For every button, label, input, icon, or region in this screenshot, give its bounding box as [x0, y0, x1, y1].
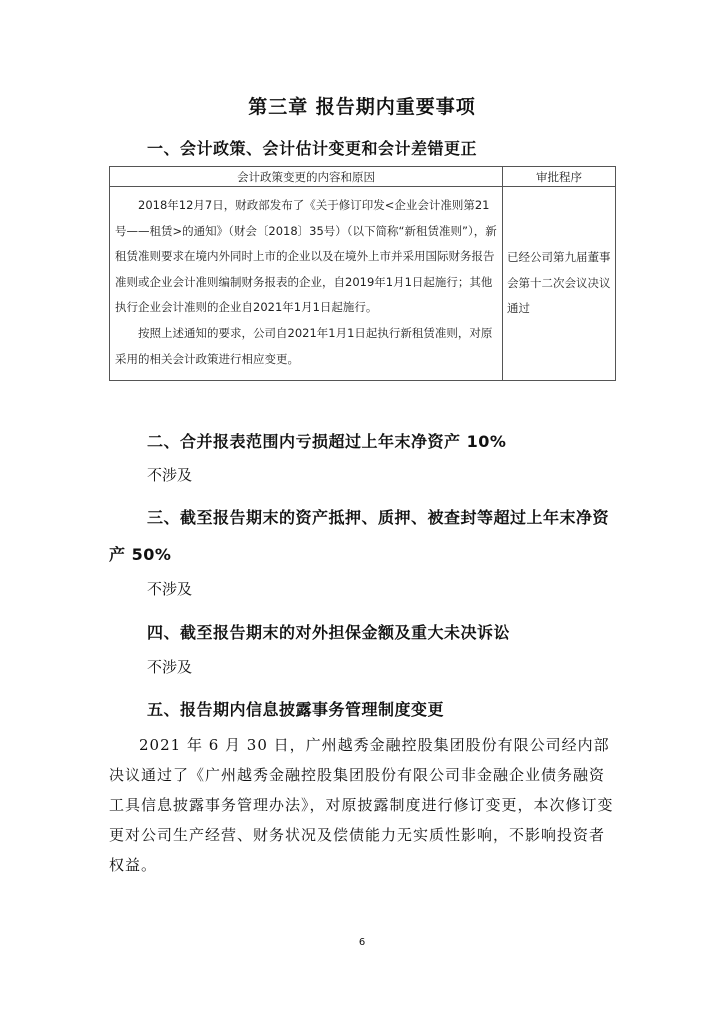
section-2-title: 二、合并报表范围内亏损超过上年末净资产 10% [147, 432, 507, 451]
section-5-title: 五、报告期内信息披露事务管理制度变更 [147, 700, 445, 719]
section-4-title: 四、截至报告期末的对外担保金额及重大未决诉讼 [147, 623, 511, 642]
header-approval-procedure: 审批程序 [503, 167, 616, 187]
section-1-title: 一、会计政策、会计估计变更和会计差错更正 [147, 139, 478, 158]
section-2-body: 不涉及 [147, 466, 193, 484]
table-row [110, 187, 616, 381]
section-4-body: 不涉及 [147, 658, 193, 676]
change-content-para-2: 按照上述通知的要求，公司自2021年1月1日起执行新租赁准则，对原采用的相关会计政策进行相应变更。 [115, 325, 493, 366]
section-3-body: 不涉及 [147, 580, 193, 598]
section-3-title-line-2: 产 50% [109, 545, 172, 564]
section-5-body: 2021 年 6 月 30 日，广州越秀金融控股集团股份有限公司经内部决议通过了《广州越秀金融控股集团股份有限公司非金融企业债务融资工具信息披露事务管理办法》，对原披露制度进行修订变更，本次修订变更对公司生产经营、财务状况及偿债能力无实质性影响，不影响投资者权益。 [109, 736, 614, 874]
approval-procedure-cell: 已经公司第九届董事会第十二次会议决议通过 [503, 187, 616, 381]
section-3-title-line-1: 三、截至报告期末的资产抵押、质押、被查封等超过上年末净资 [147, 508, 610, 527]
chapter-title: 第三章 报告期内重要事项 [248, 96, 476, 118]
page-number: 6 [358, 937, 366, 948]
change-content-para-1: 2018年12月7日，财政部发布了《关于修订印发<企业会计准则第21号——租赁>的通知》（财会〔2018〕35号）（以下简称“新租赁准则”），新租赁准则要求在境内外同时上市的企业以及在境外上市并采用国际财务报告准则或企业会计准则编制财务报表的企业，自2019年1月1日起施行；其他执行企业会计准则的企业自2021年1月1日起施行。 [115, 198, 497, 315]
change-content-cell [110, 187, 503, 381]
table-header-row [110, 167, 616, 187]
accounting-policy-table [109, 166, 616, 381]
header-change-content: 会计政策变更的内容和原因 [110, 167, 503, 187]
